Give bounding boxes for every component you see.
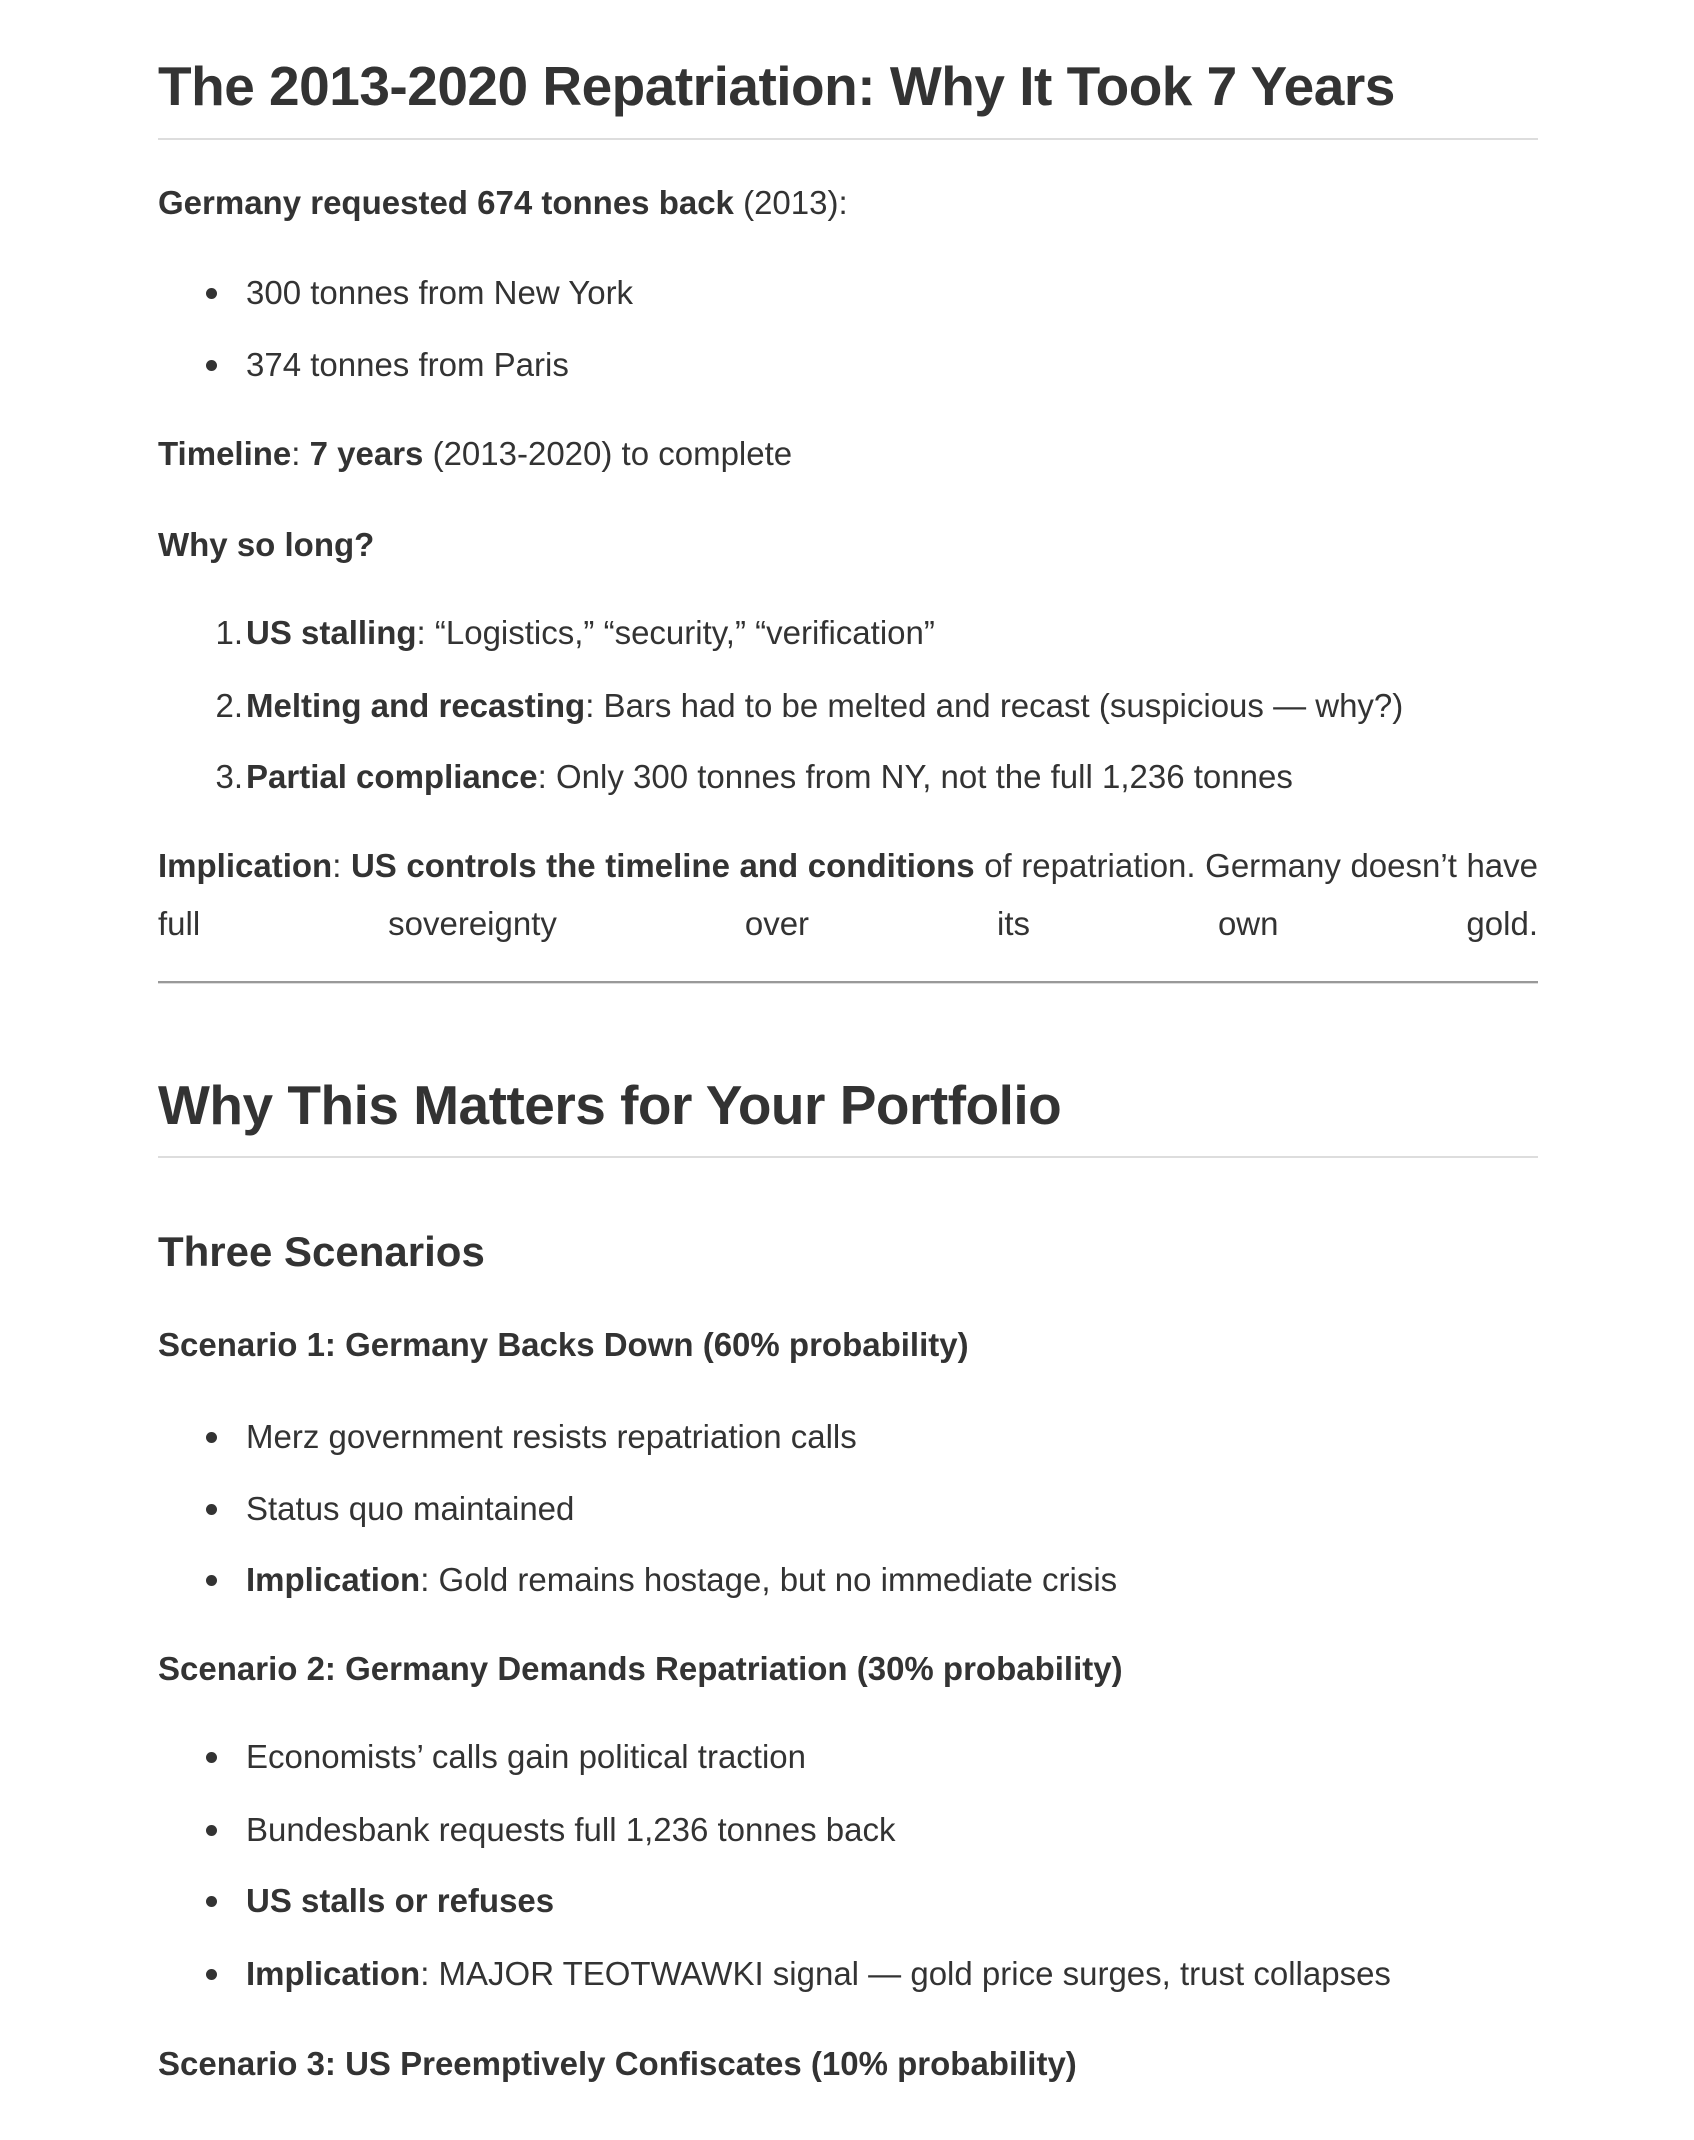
reason-text: : Only 300 tonnes from NY, not the full 1,236 tonnes — [537, 758, 1293, 795]
list-item-text: : Gold remains hostage, but no immediate crisis — [420, 1561, 1118, 1598]
implication-label: Implication — [158, 847, 333, 884]
bullet-icon — [206, 288, 217, 299]
list-item-bold: Implication — [246, 1955, 421, 1992]
request-paragraph — [158, 183, 1538, 223]
list-item-text: Status quo maintained — [246, 1490, 575, 1527]
reason-text: : “Logistics,” “security,” “verification” — [416, 614, 935, 651]
list-item — [158, 1560, 1538, 1600]
request-rest: (2013): — [733, 184, 848, 221]
scenario-heading — [158, 1649, 1538, 1689]
implication-block — [158, 837, 1538, 953]
list-item — [158, 1881, 1538, 1921]
request-bold: Germany requested 674 tonnes back — [158, 184, 734, 221]
bullet-icon — [206, 1825, 217, 1836]
list-item-text: 300 tonnes from New York — [246, 274, 634, 311]
list-item — [158, 613, 1538, 653]
reason-text: : Bars had to be melted and recast (suspicious — why?) — [585, 687, 1404, 724]
separator: : — [332, 847, 351, 884]
scenario-heading-text: Scenario 3: US Preemptively Confiscates (10% probability) — [158, 2045, 1077, 2082]
scenario-heading — [158, 1325, 1538, 1365]
list-item-bold: US stalls or refuses — [246, 1882, 555, 1919]
why-heading — [158, 525, 1538, 565]
bullet-icon — [206, 1896, 217, 1907]
why-heading-text: Why so long? — [158, 526, 375, 563]
bullet-icon — [206, 1504, 217, 1515]
list-item — [158, 686, 1538, 726]
list-item — [158, 1954, 1538, 1994]
implication-paragraph — [158, 837, 1538, 953]
timeline-rest: (2013-2020) to complete — [423, 435, 793, 472]
list-number: 2. — [215, 687, 243, 724]
list-item-text: : MAJOR TEOTWAWKI signal — gold price surges, trust collapses — [420, 1955, 1391, 1992]
implication-bold: US controls the timeline and conditions — [350, 847, 975, 884]
list-item — [158, 1417, 1538, 1457]
list-number: 3. — [215, 758, 243, 795]
list-item-text: Bundesbank requests full 1,236 tonnes back — [246, 1811, 896, 1848]
reason-title: Partial compliance — [246, 758, 538, 795]
heading-underline — [158, 138, 1538, 140]
list-item — [158, 757, 1538, 797]
heading-underline — [158, 1156, 1538, 1158]
list-item-text: Economists’ calls gain political traction — [246, 1738, 807, 1775]
scenario-heading-text: Scenario 2: Germany Demands Repatriation (30% probability) — [158, 1650, 1123, 1687]
list-item-text: Merz government resists repatriation calls — [246, 1418, 857, 1455]
scenario-heading-text: Scenario 1: Germany Backs Down (60% probability) — [158, 1326, 969, 1363]
subheading-three-scenarios: Three Scenarios — [158, 1228, 485, 1275]
timeline-label: Timeline — [158, 435, 292, 472]
bullet-icon — [206, 1575, 217, 1586]
timeline-paragraph — [158, 434, 1538, 474]
list-number: 1. — [215, 614, 243, 651]
list-item — [158, 1810, 1538, 1850]
bullet-icon — [206, 360, 217, 371]
bullet-icon — [206, 1432, 217, 1443]
list-item — [158, 1737, 1538, 1777]
list-item-text: 374 tonnes from Paris — [246, 346, 569, 383]
reason-title: Melting and recasting — [246, 687, 586, 724]
scenario-heading — [158, 2044, 1538, 2084]
separator: : — [291, 435, 310, 472]
horizontal-rule — [158, 981, 1538, 984]
bullet-icon — [206, 1752, 217, 1763]
section-heading-portfolio: Why This Matters for Your Portfolio — [158, 1074, 1062, 1136]
bullet-icon — [206, 1969, 217, 1980]
timeline-duration: 7 years — [309, 435, 424, 472]
implication-rest: of repatriation. Germany doesn’t have full sovereignty over its own gold. — [158, 847, 1538, 942]
reason-title: US stalling — [246, 614, 417, 651]
list-item — [158, 273, 1538, 313]
list-item — [158, 1489, 1538, 1529]
list-item — [158, 345, 1538, 385]
section-heading-repatriation: The 2013-2020 Repatriation: Why It Took 7 Years — [158, 55, 1395, 117]
list-item-bold: Implication — [246, 1561, 421, 1598]
